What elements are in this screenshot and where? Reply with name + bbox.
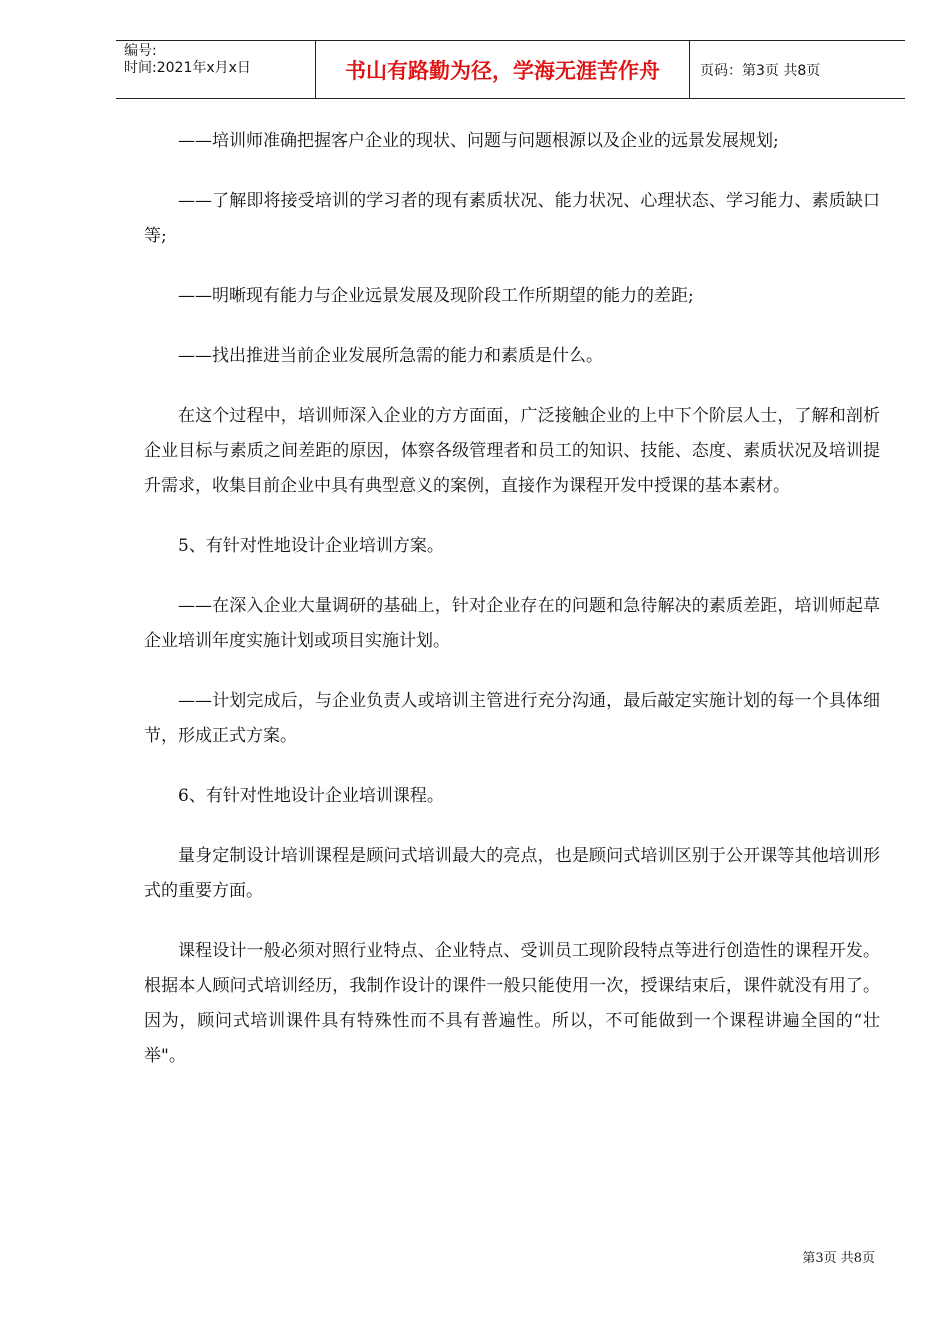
page-header xyxy=(116,40,905,99)
section-heading: 6、有针对性地设计企业培训课程。 xyxy=(178,786,444,806)
paragraph: 在这个过程中，培训师深入企业的方方面面，广泛接触企业的上中下个阶层人士，了解和剖析企业目标与素质之间差距的原因，体察各级管理者和员工的知识、技能、态度、素质状况及培训提升需求，收集目前企业中具有典型意义的案例，直接作为课程开发中授课的基本素材。 xyxy=(144,406,880,496)
section-heading: 5、有针对性地设计企业培训方案。 xyxy=(178,536,444,556)
document-number-label: 编号: xyxy=(124,43,157,59)
paragraph: ——在深入企业大量调研的基础上，针对企业存在的问题和急待解决的素质差距，培训师起草企业培训年度实施计划或项目实施计划。 xyxy=(144,596,880,651)
paragraph: 课程设计一般必须对照行业特点、企业特点、受训员工现阶段特点等进行创造性的课程开发。根据本人顾问式培训经历，我制作设计的课件一般只能使用一次，授课结束后，课件就没有用了。因为，顾问式培训课件具有特殊性而不具有普遍性。所以，不可能做到一个课程讲遍全国的“壮举"。 xyxy=(144,941,880,1066)
document-body xyxy=(144,124,880,1099)
paragraph: ——了解即将接受培训的学习者的现有素质状况、能力状况、心理状态、学习能力、素质缺口等; xyxy=(144,191,880,246)
paragraph: ——找出推进当前企业发展所急需的能力和素质是什么。 xyxy=(178,346,603,366)
paragraph: ——明晰现有能力与企业远景发展及现阶段工作所期望的能力的差距; xyxy=(178,286,694,306)
paragraph: ——培训师准确把握客户企业的现状、问题与问题根源以及企业的远景发展规划; xyxy=(178,131,779,151)
page-footer: 第3页 共8页 xyxy=(802,1251,875,1266)
header-motto: 书山有路勤为径，学海无涯苦作舟 xyxy=(316,41,690,98)
paragraph: ——计划完成后，与企业负责人或培训主管进行充分沟通，最后敲定实施计划的每一个具体细节，形成正式方案。 xyxy=(144,691,880,746)
header-page-number: 页码：第3页 共8页 xyxy=(700,62,821,79)
document-time-label: 时间:2021年x月x日 xyxy=(124,60,251,76)
header-meta xyxy=(116,41,316,98)
paragraph: 量身定制设计培训课程是顾问式培训最大的亮点，也是顾问式培训区别于公开课等其他培训形式的重要方面。 xyxy=(144,846,880,901)
